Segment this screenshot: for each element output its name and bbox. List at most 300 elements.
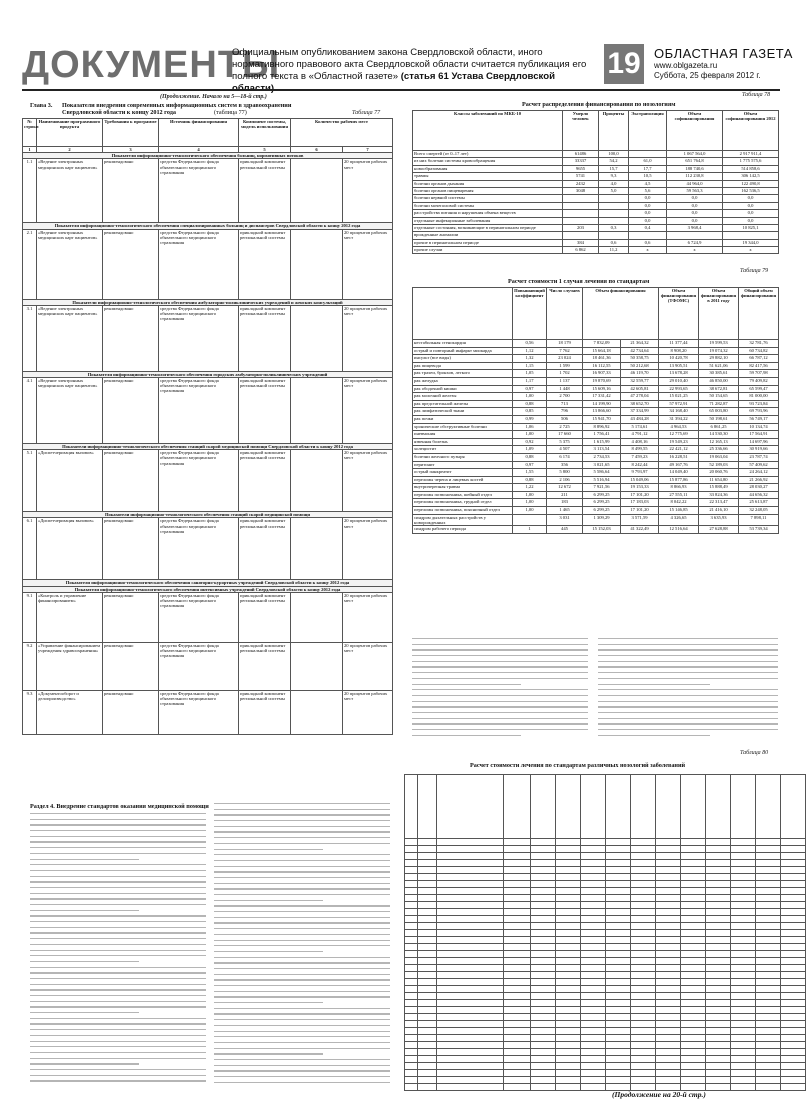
- table-cell: [706, 1014, 731, 1021]
- table-cell: [706, 860, 731, 867]
- table-cell: [418, 1056, 437, 1063]
- table-cell: 19 344,0: [723, 239, 779, 246]
- text-line: [214, 883, 390, 884]
- table-cell: 9,3: [599, 173, 629, 180]
- table-cell: [581, 860, 606, 867]
- text-line: [214, 1076, 390, 1077]
- table-cell: [706, 1063, 731, 1070]
- table-cell: 43 484,28: [621, 415, 659, 423]
- table-cell: [437, 1007, 504, 1014]
- table-cell: 6 299,25: [583, 507, 621, 515]
- table-cell: 16 228,51: [659, 453, 699, 461]
- table-row: [413, 151, 779, 158]
- table-cell: [504, 1021, 531, 1028]
- table-cell: 21 416,10: [699, 507, 739, 515]
- text-line: [30, 1069, 206, 1070]
- table-cell: [437, 965, 504, 972]
- table-row: Показатели информационно-технологического обеспечения станций скорой медицинской помощи Свердловской области к концу 2012 года: [23, 444, 393, 450]
- table-cell: [656, 965, 681, 972]
- table-cell: 71 282,87: [699, 400, 739, 408]
- table-cell: 23 787,74: [739, 453, 779, 461]
- table-cell: [606, 846, 631, 853]
- text-line: [412, 644, 588, 645]
- table-cell: 12 165,13: [699, 438, 739, 446]
- table-cell: [656, 958, 681, 965]
- text-line: [598, 638, 778, 639]
- text-line: [214, 962, 390, 963]
- table-cell: [706, 853, 731, 860]
- table-cell: [531, 902, 556, 909]
- table-row: [413, 400, 779, 408]
- table-cell: [405, 958, 418, 965]
- table-cell: [781, 881, 806, 888]
- table-cell: [756, 923, 781, 930]
- table-cell: 17 183,03: [621, 499, 659, 507]
- table-cell: [513, 514, 547, 525]
- table-row: [405, 1077, 806, 1084]
- table-cell: [631, 874, 656, 881]
- table-cell: [437, 895, 504, 902]
- table-cell: [656, 839, 681, 846]
- text-line: [30, 1046, 206, 1047]
- table-cell: 4,5: [629, 180, 667, 187]
- table-cell: [731, 1077, 756, 1084]
- table-cell: [756, 1063, 781, 1070]
- table-cell: 1 756,41: [583, 431, 621, 439]
- table-cell: [606, 930, 631, 937]
- table-cell: [504, 930, 531, 937]
- table-cell: [531, 860, 556, 867]
- table-cell: [681, 1021, 706, 1028]
- table-row: [405, 867, 806, 874]
- table-row: [405, 895, 806, 902]
- text-line: [214, 814, 390, 815]
- table-cell: [781, 993, 806, 1000]
- table-cell: [706, 1035, 731, 1042]
- table-cell: 46 119,70: [621, 370, 659, 378]
- table-cell: 8 499,55: [621, 446, 659, 454]
- table-cell: 53 739,34: [739, 526, 779, 534]
- table-cell: [531, 930, 556, 937]
- table-78: [412, 110, 779, 254]
- table-row: [413, 165, 779, 172]
- table-cell: 20 060,76: [699, 469, 739, 477]
- table-cell: 4 507: [547, 446, 583, 454]
- table-cell: 17 564,91: [739, 431, 779, 439]
- table-cell: [504, 944, 531, 951]
- table-cell: [631, 1021, 656, 1028]
- table-cell: 2 725: [547, 423, 583, 431]
- table-cell: 2432: [563, 180, 599, 187]
- table-cell: [581, 951, 606, 958]
- table-cell: [656, 972, 681, 979]
- newspaper-name: ОБЛАСТНАЯ ГАЗЕТА: [654, 46, 793, 61]
- table-cell: [437, 1049, 504, 1056]
- table-cell: [418, 1028, 437, 1035]
- table-cell: [437, 839, 504, 846]
- table-cell: 1 067 564,0: [667, 151, 723, 158]
- text-line: [598, 712, 778, 713]
- text-line: [598, 729, 778, 730]
- table-row: [405, 1042, 806, 1049]
- table-cell: [504, 1077, 531, 1084]
- table-cell: [706, 1000, 731, 1007]
- table-cell: [631, 1035, 656, 1042]
- table-cell: 59 563,3: [667, 187, 723, 194]
- table-cell: [706, 1021, 731, 1028]
- table-cell: 15 049,06: [621, 476, 659, 484]
- table-row: [405, 937, 806, 944]
- table-cell: [437, 1063, 504, 1070]
- table-cell: [504, 951, 531, 958]
- text-line: [214, 820, 390, 821]
- text-line: [214, 1065, 390, 1066]
- table-cell: [781, 1035, 806, 1042]
- table-cell: хронические обструктивные болезни: [413, 423, 513, 431]
- table-cell: 38 672,81: [699, 385, 739, 393]
- text-line: [30, 841, 206, 842]
- table-cell: 27 555,11: [659, 491, 699, 499]
- table-cell: [681, 1000, 706, 1007]
- table-cell: [631, 1056, 656, 1063]
- table-cell: [599, 195, 629, 202]
- masthead-rule: [22, 89, 780, 91]
- table-cell: 3 635,93: [699, 514, 739, 525]
- table-cell: [531, 839, 556, 846]
- table-cell: [606, 1070, 631, 1077]
- table-cell: [556, 951, 581, 958]
- table-row: [405, 916, 806, 923]
- table-cell: 0,0: [629, 217, 667, 224]
- table-row: [413, 476, 779, 484]
- table-row: Показатели информационно-технологического обеспечения санаторно-курортных учреждений Свердловской области к концу 2012 года: [23, 580, 393, 586]
- text-line: [412, 649, 588, 650]
- table-cell: [606, 951, 631, 958]
- table-cell: [681, 895, 706, 902]
- text-line: [30, 887, 206, 888]
- table-cell: [606, 979, 631, 986]
- table-cell: 0,88: [513, 476, 547, 484]
- table-cell: 17 101,20: [621, 491, 659, 499]
- table-cell: 1 599: [547, 362, 583, 370]
- table-cell: острый и повторный инфаркт миокарда: [413, 347, 513, 355]
- table-cell: [405, 888, 418, 895]
- table-cell: [418, 853, 437, 860]
- text-line: [598, 672, 778, 673]
- table-cell: [418, 1063, 437, 1070]
- table-cell: [681, 860, 706, 867]
- table-cell: [556, 1014, 581, 1021]
- body-text-column-3: [412, 638, 588, 742]
- table-cell: [756, 916, 781, 923]
- table-cell: [706, 895, 731, 902]
- table-cell: [631, 930, 656, 937]
- table-cell: [656, 1014, 681, 1021]
- table-cell: [706, 1070, 731, 1077]
- table-cell: болезни мочеполовой системы: [413, 202, 563, 209]
- table-row: [413, 370, 779, 378]
- chapter-title: Показатели внедрения современных информационных систем в здравоохранении Свердловской области к концу 2012 года: [62, 102, 292, 116]
- table-cell: [706, 937, 731, 944]
- table-cell: [504, 958, 531, 965]
- table-cell: [581, 958, 606, 965]
- table-row: [405, 1035, 806, 1042]
- table-cell: [756, 1035, 781, 1042]
- table-cell: 112 230,8: [667, 173, 723, 180]
- text-line: [214, 1070, 390, 1071]
- table-cell: [731, 860, 756, 867]
- table-cell: 0,0: [667, 217, 723, 224]
- table-cell: [756, 888, 781, 895]
- table-cell: 1 465: [547, 507, 583, 515]
- table-cell: рак лимфатической ткани: [413, 408, 513, 416]
- table-cell: 13 905,51: [659, 362, 699, 370]
- table-row: [413, 526, 779, 534]
- text-line: [30, 813, 206, 814]
- table-cell: [631, 937, 656, 944]
- table-cell: [581, 902, 606, 909]
- table-cell: 3 968,4: [667, 224, 723, 231]
- table-cell: инсульт (все виды): [413, 355, 513, 363]
- table-cell: [681, 1035, 706, 1042]
- table-cell: [437, 860, 504, 867]
- text-line: [30, 967, 206, 968]
- table-cell: [606, 839, 631, 846]
- text-line: [30, 870, 206, 871]
- table-cell: [606, 895, 631, 902]
- text-line: [214, 849, 323, 850]
- table-cell: синдром рабочего периода: [413, 526, 513, 534]
- table-cell: [504, 860, 531, 867]
- table-cell: 30 385,61: [699, 370, 739, 378]
- table-cell: 0,6: [599, 239, 629, 246]
- text-line: [214, 991, 390, 992]
- table-cell: 100,0: [599, 151, 629, 158]
- table-row: [413, 514, 779, 525]
- table-cell: [631, 972, 656, 979]
- table-cell: [781, 895, 806, 902]
- table-cell: [781, 1049, 806, 1056]
- text-line: [30, 1012, 139, 1013]
- table-cell: [405, 1084, 418, 1091]
- table-cell: 4 408,16: [621, 438, 659, 446]
- text-line: [214, 1031, 390, 1032]
- table-cell: 1,32: [513, 355, 547, 363]
- text-line: [598, 718, 778, 719]
- text-line: [214, 985, 390, 986]
- table-cell: [437, 1028, 504, 1035]
- text-line: [598, 723, 778, 724]
- table-row: [413, 210, 779, 217]
- table-cell: 31 394,22: [659, 415, 699, 423]
- table-cell: [681, 1063, 706, 1070]
- table-cell: [504, 916, 531, 923]
- section-4-title: Раздел 4. Внедрение стандартов оказания медицинской помощи: [30, 803, 209, 810]
- table-cell: [706, 1028, 731, 1035]
- table-cell: [437, 972, 504, 979]
- text-line: [214, 877, 390, 878]
- table-cell: [418, 846, 437, 853]
- table-cell: 384: [563, 239, 599, 246]
- table-cell: пневмония: [413, 431, 513, 439]
- table-cell: [563, 195, 599, 202]
- table-row: 9.3 «Документооборот и делопроизводство» рекомендовано средства Федерального фонда обязательного медицинского страхования прикладной компонент региональной системы 20 процентов рабочих мест: [23, 690, 393, 734]
- table-row: [405, 1049, 806, 1056]
- table-cell: [631, 993, 656, 1000]
- table-cell: [504, 867, 531, 874]
- table-cell: [504, 937, 531, 944]
- table-cell: [706, 1049, 731, 1056]
- text-line: [598, 655, 778, 656]
- table-cell: 211: [547, 491, 583, 499]
- table-cell: [706, 881, 731, 888]
- continuation-note: (Продолжение. Начало на 5—18-й стр.): [160, 94, 267, 100]
- text-line: [598, 666, 778, 667]
- table-cell: [756, 1007, 781, 1014]
- table-cell: 0,97: [513, 385, 547, 393]
- table-cell: [581, 944, 606, 951]
- text-line: [214, 894, 390, 895]
- table-cell: [556, 1063, 581, 1070]
- text-line: [30, 1001, 206, 1002]
- table-cell: [706, 993, 731, 1000]
- table-cell: [405, 1000, 418, 1007]
- text-line: [214, 1053, 323, 1054]
- table-cell: 306 142,5: [723, 173, 779, 180]
- text-line: [30, 978, 206, 979]
- text-line: [412, 678, 588, 679]
- text-line: [30, 1080, 206, 1081]
- table-cell: [556, 930, 581, 937]
- table-cell: 14 697,96: [739, 438, 779, 446]
- newspaper-site[interactable]: www.oblgazeta.ru: [654, 61, 718, 70]
- table-row: [413, 423, 779, 431]
- table-cell: [418, 979, 437, 986]
- table-cell: [531, 888, 556, 895]
- table-cell: [531, 1056, 556, 1063]
- table-cell: [656, 909, 681, 916]
- table-row: [413, 158, 779, 165]
- table-cell: переломы черепа и лицевых костей: [413, 476, 513, 484]
- table80-header: [405, 775, 806, 839]
- table-cell: [731, 909, 756, 916]
- table-cell: [706, 1084, 731, 1091]
- text-line: [214, 860, 390, 861]
- table-cell: 6 174: [547, 453, 583, 461]
- table-cell: 50 198,61: [699, 415, 739, 423]
- table-cell: болезни желчного пузыря: [413, 453, 513, 461]
- table-row: [413, 239, 779, 246]
- table-cell: [606, 923, 631, 930]
- table-cell: [667, 232, 723, 239]
- table-cell: [599, 210, 629, 217]
- table-cell: 713: [547, 400, 583, 408]
- text-line: [30, 1029, 206, 1030]
- text-line: [30, 853, 206, 854]
- text-line: [412, 735, 521, 736]
- table-77: [22, 118, 393, 735]
- table-cell: отдельные состояния, возникающие в перинатальном периоде: [413, 224, 563, 231]
- text-line: [598, 706, 778, 707]
- table-cell: 1,00: [513, 499, 547, 507]
- table-cell: [581, 930, 606, 937]
- table-cell: 69 793,96: [739, 408, 779, 416]
- text-line: [30, 910, 139, 911]
- table-cell: 445: [547, 526, 583, 534]
- table-cell: [781, 1077, 806, 1084]
- table-cell: [706, 888, 731, 895]
- table-cell: 29 882,10: [699, 355, 739, 363]
- table-cell: [606, 902, 631, 909]
- table-cell: [581, 1049, 606, 1056]
- table-cell: [781, 902, 806, 909]
- table-cell: [681, 1028, 706, 1035]
- table-cell: [781, 867, 806, 874]
- table-row: [405, 944, 806, 951]
- table-cell: [405, 1056, 418, 1063]
- table-cell: [631, 965, 656, 972]
- table-cell: 1 615,99: [583, 438, 621, 446]
- table-cell: Всего смертей (от 0–17 лет): [413, 151, 563, 158]
- table-cell: [437, 1000, 504, 1007]
- table-cell: [599, 202, 629, 209]
- table-cell: 1 775 575,6: [723, 158, 779, 165]
- table-row: [413, 484, 779, 492]
- table-row: [405, 951, 806, 958]
- table-cell: [756, 839, 781, 846]
- table-cell: [556, 972, 581, 979]
- text-line: [214, 843, 390, 844]
- table-cell: [606, 1049, 631, 1056]
- table-cell: [681, 1007, 706, 1014]
- table-cell: [606, 937, 631, 944]
- table-row: Показатели информационно-технологического обеспечения городских амбулаторно-поликлинических учреждений: [23, 371, 393, 377]
- table-cell: 52 189,03: [699, 461, 739, 469]
- table-cell: 34 168,40: [659, 408, 699, 416]
- text-line: [412, 706, 588, 707]
- text-line: [30, 1052, 206, 1053]
- table-cell: 0,0: [667, 210, 723, 217]
- table-row: [413, 247, 779, 254]
- table-cell: [656, 881, 681, 888]
- table-cell: [781, 874, 806, 881]
- table-cell: [656, 937, 681, 944]
- table-cell: расстройства питания и нарушения обмена веществ: [413, 210, 563, 217]
- table-cell: [606, 916, 631, 923]
- table-cell: 3 021,65: [583, 461, 621, 469]
- table-cell: [706, 930, 731, 937]
- table-cell: [781, 860, 806, 867]
- text-line: [30, 904, 206, 905]
- table-cell: [563, 217, 599, 224]
- table-cell: [606, 1077, 631, 1084]
- table-cell: [405, 1035, 418, 1042]
- table-cell: [656, 993, 681, 1000]
- table-cell: 18 179: [547, 340, 583, 348]
- table-ref: (таблица 77): [214, 109, 247, 116]
- table-cell: 93 723,84: [739, 400, 779, 408]
- table-cell: [437, 930, 504, 937]
- table-cell: 38 652,70: [621, 400, 659, 408]
- table-row: [405, 860, 806, 867]
- text-line: [412, 655, 588, 656]
- table-cell: [781, 909, 806, 916]
- table-cell: [706, 944, 731, 951]
- table-cell: [504, 1070, 531, 1077]
- table-cell: 1 702: [547, 370, 583, 378]
- table-cell: 10 134,74: [739, 423, 779, 431]
- table-cell: 17 101,20: [621, 507, 659, 515]
